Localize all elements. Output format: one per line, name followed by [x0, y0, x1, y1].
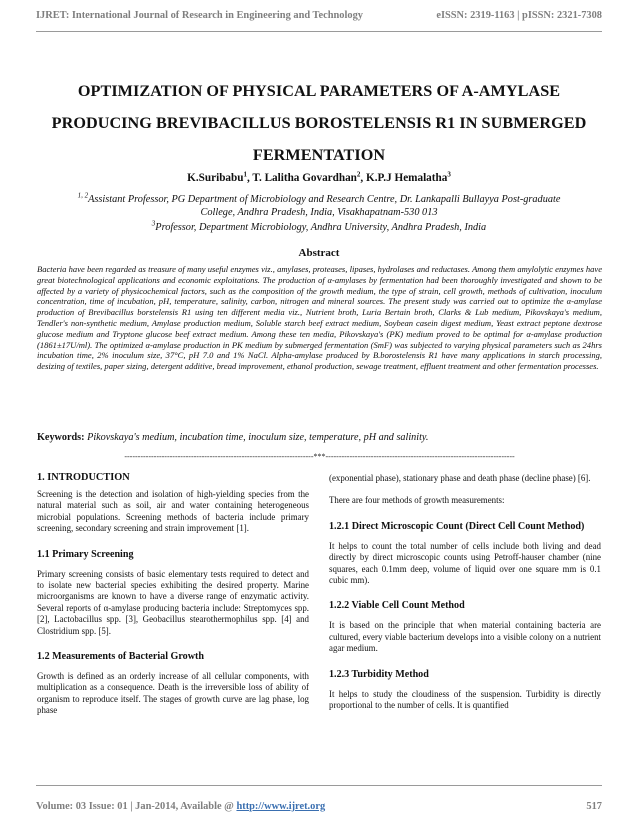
- keywords: [37, 432, 602, 443]
- header-rule: [36, 31, 602, 32]
- section-1-2-3-heading: 1.2.3 Turbidity Method: [329, 668, 429, 680]
- paper-title: [40, 75, 598, 171]
- running-header: [36, 10, 602, 26]
- affiliation-2-text: Professor, Department Microbiology, Andhra University, Andhra Pradesh, India: [155, 222, 487, 233]
- section-1-2-3-text: It helps to study the cloudiness of the suspension. Turbidity is directly proportional to the number of cells. It is quantified: [329, 688, 601, 711]
- section-1-2-1-heading: 1.2.1 Direct Microscopic Count (Direct Cell Count Method): [329, 520, 585, 532]
- footer-volume: [36, 801, 325, 812]
- growth-methods-intro: There are four methods of growth measurements:: [329, 495, 505, 506]
- section-1-2-heading: 1.2 Measurements of Bacterial Growth: [37, 651, 204, 663]
- affiliation-1-line-2: College, Andhra Pradesh, India, Visakhapatnam-530 013: [200, 207, 438, 218]
- abstract-text: Bacteria have been regarded as treasure of many useful enzymes viz., amylases, proteases, lipases, hydrolases and reductases. Among them amylolytic enzymes have great biotechnological applications and economic exploitations. The production of α-amylases by fermentation had been thoroughly investigated and shown to be affected by a variety of physicochemical factors, such as the composition of the growth medium, the type of strain, cell growth, methods of cultivation, inoculum concentration, time of incubation, pH, temperature, salinity, carbon, nitrogen and mineral sources. The present study was carried out to optimize the α-amylase production of Brevibacillus borstelensis R1 using ten different media viz., Nutrient broth, Luria Bertain broth, Clarks & Lub medium, Pikovskaya's medium, Tendler's non-synthetic medium, Amylase production medium, Soluble starch beef extract medium, Soybean casein digest medium, Yeast extract peptone dextrose glucose medium and Tryptone glucose beef extract medium. Among these ten media, Pikovskaya's (PK) medium proved to be optimal for α-amylase production (1861±17U/ml). The optimized α-amylase production in PK medium by submerged fermentation (SmF) was subjected to varying physical parameters such as 24hrs incubation time, 2% inoculum size, 37°C, pH 7.0 and 1% NaCl. Alpha-amylase produced by B.borostelensis R1 have many applications in starch processing, desizing of textiles, paper sizing, detergent additive, bread improvement, ethanol production, sewage treatment, effluent treatment and other fermentation processes.: [37, 264, 602, 372]
- author-1-sup: 1: [243, 170, 247, 179]
- affiliation-2-sup: 3: [151, 219, 156, 228]
- keywords-label: Keywords:: [37, 432, 85, 443]
- author-list: K.Suribabu$^1$, T. Lalitha Govardhan$^2$, K.P.J Hemalatha$^3$: [187, 170, 451, 184]
- author-2: T. Lalitha Govardhan: [252, 172, 357, 184]
- left-column: [37, 472, 309, 717]
- affiliation-1: [36, 193, 602, 219]
- title-line-3: FERMENTATION: [252, 146, 386, 164]
- affiliation-1-sup: 1, 2: [77, 191, 89, 200]
- footer-rule: [36, 785, 602, 786]
- section-1-heading: 1. INTRODUCTION: [37, 472, 130, 483]
- running-footer: [36, 801, 602, 812]
- section-1-2-text: Growth is defined as an orderly increase of all cellular components, with multiplication as a consequence. Death is the irreversible loss of ability of organism to reproduce itself. The stages of growth curve are lag phase, log phase: [37, 671, 309, 716]
- affiliation-1-line-1: Assistant Professor, PG Department of Microbiology and Research Centre, Dr. Lankapalli Bullayya Post-graduate: [88, 194, 561, 205]
- section-1-text: Screening is the detection and isolation of high-yielding species from the natural material such as soil, air and water containing heterogeneous microbial populations. Screening methods of bacteria include primary screening, secondary screening and strain improvement [1].: [37, 489, 309, 534]
- section-1-1-text: Primary screening consists of basic elementary tests required to detect and to isolate new bacterial species exhibiting the desired property. Marine microorganisms are known to have a diverse range of enzymatic activity. Several reports of α-amylase producing bacteria include: Streptomyces spp. [2], Lactobacillus spp. [3], Geobacillus stearothermophilus spp. [4] and Clostridium spp. [5].: [37, 568, 309, 636]
- section-1-2-continued: (exponential phase), stationary phase and death phase (decline phase) [6].: [329, 473, 591, 483]
- abstract-heading: Abstract: [298, 247, 340, 259]
- journal-name: IJRET: International Journal of Research in Engineering and Technology: [36, 10, 363, 21]
- title-line-1: OPTIMIZATION OF PHYSICAL PARAMETERS OF A-AMYLASE: [77, 82, 561, 100]
- title-line-2: PRODUCING BREVIBACILLUS BOROSTELENSIS R1 IN SUBMERGED: [51, 114, 587, 132]
- issn: eISSN: 2319-1163 | pISSN: 2321-7308: [436, 10, 602, 21]
- section-1-1-heading: 1.1 Primary Screening: [37, 548, 134, 560]
- author-3-sup: 3: [447, 170, 451, 179]
- page-number: 517: [586, 801, 602, 812]
- section-1-2-2-text: It is based on the principle that when material containing bacteria are cultured, every viable bacterium develops into a visible colony on a nutrient agar medium.: [329, 620, 601, 654]
- affiliation-2: [36, 221, 602, 234]
- section-1-2-2-heading: 1.2.2 Viable Cell Count Method: [329, 600, 465, 612]
- author-1: K.Suribabu: [187, 172, 244, 184]
- author-3: K.P.J Hemalatha: [366, 172, 448, 184]
- section-divider: -----------------------------------------------------------------------***-----------------------------------------------------------------------: [124, 452, 515, 461]
- footer-volume-text: Volume: 03 Issue: 01 | Jan-2014, Available @: [36, 801, 234, 812]
- right-column: [329, 473, 601, 711]
- author-2-sup: 2: [356, 170, 361, 179]
- journal-link[interactable]: http://www.ijret.org: [236, 801, 326, 812]
- keywords-text: Pikovskaya's medium, incubation time, inoculum size, temperature, pH and salinity.: [87, 432, 429, 443]
- section-1-2-1-text: It helps to count the total number of cells include both living and dead directly by direct microscopic counts using Petroff-hauser chamber (nine squares, each 0.1mm deep, volume of liquid over one square mm is 0.1 cubic mm).: [329, 540, 601, 586]
